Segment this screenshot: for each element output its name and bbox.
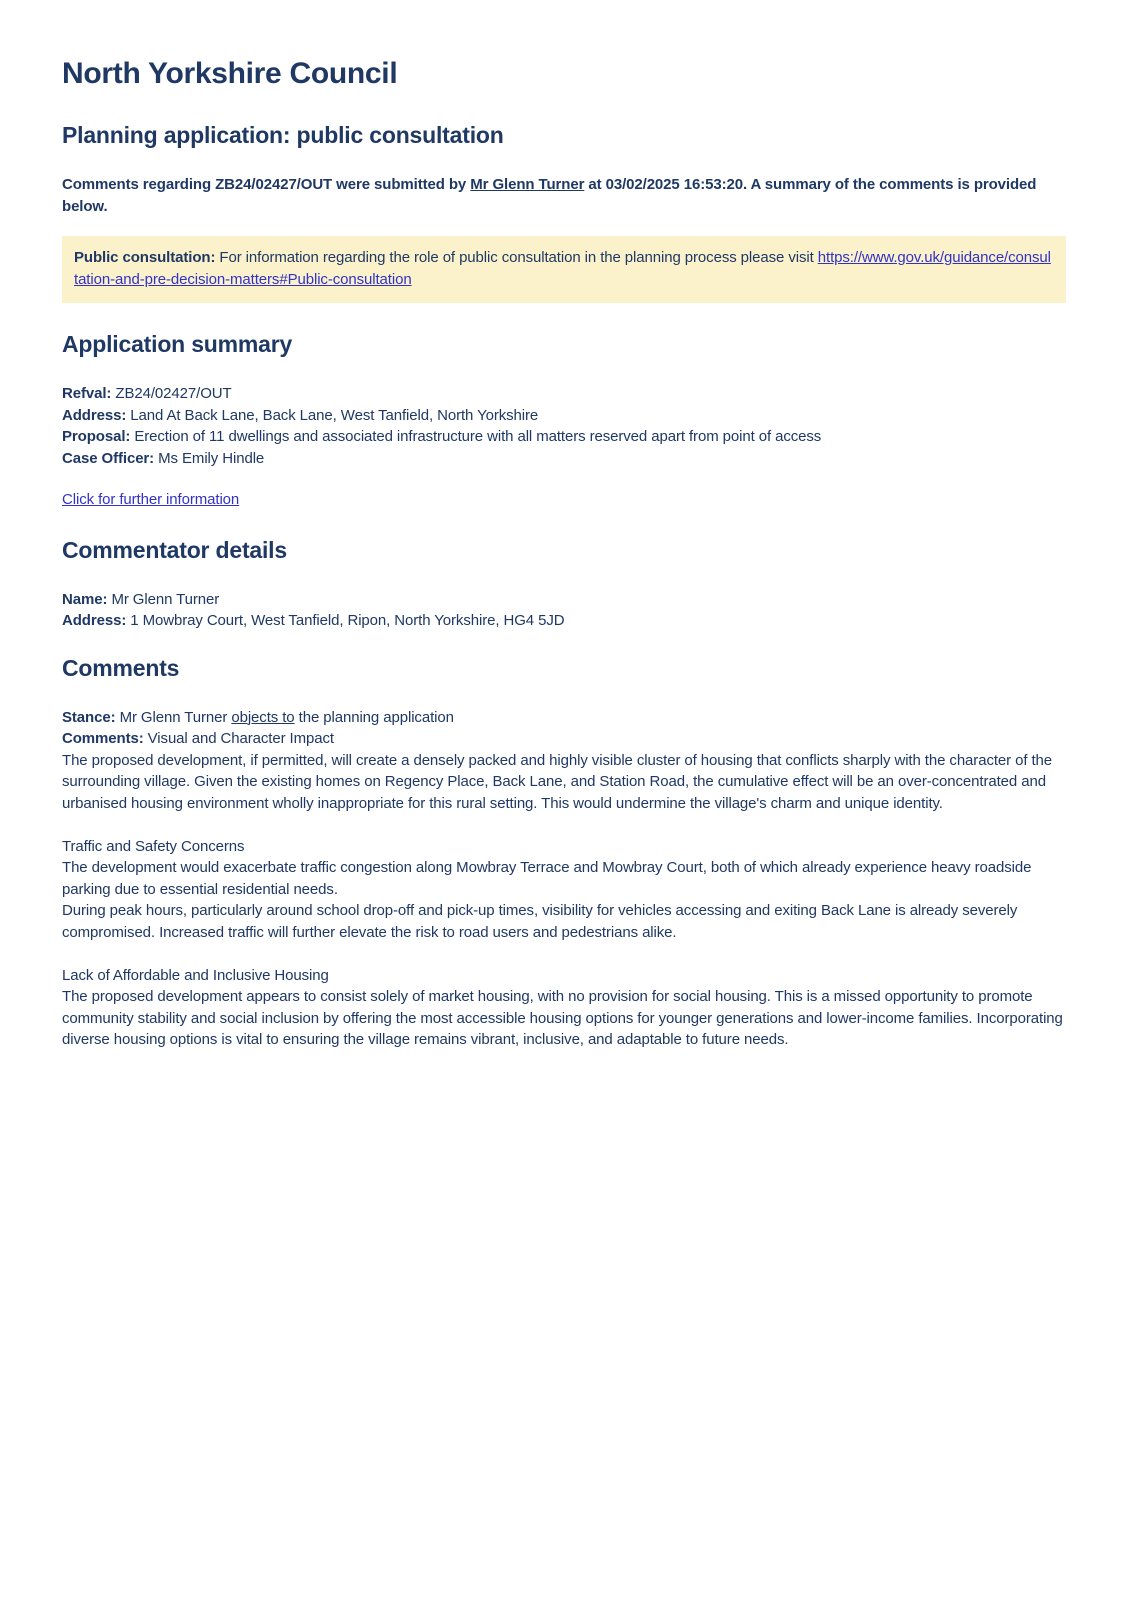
page-subtitle: Planning application: public consultation	[62, 122, 504, 148]
public-consultation-notice	[62, 236, 1066, 303]
field-name-value: Mr Glenn Turner	[111, 590, 220, 608]
stance-text-after: the planning application	[294, 708, 454, 726]
comment-block-title: Lack of Affordable and Inclusive Housing	[62, 966, 329, 984]
comment-paragraph: The proposed development appears to consist solely of market housing, with no provision for social housing. This is a missed opportunity to promote community stability and social inclusion by offering the most accessible housing options for younger generations and lower-income families. Incorporating diverse housing options is vital to ensuring the village remains vibrant, inclusive, and adaptable to future needs.	[62, 988, 1063, 1048]
field-proposal-value: Erection of 11 dwellings and associated infrastructure with all matters reserved apart from point of access	[134, 428, 822, 445]
gov-uk-consultation-link[interactable]: https://www.gov.uk/guidance/consultation-and-pre-decision-matters#Public-consultation	[74, 249, 1051, 288]
commentator-name-link[interactable]: Mr Glenn Turner	[470, 176, 585, 193]
stance-text-before: Mr Glenn Turner	[115, 708, 232, 726]
further-information-link[interactable]: Click for further information	[62, 491, 240, 508]
field-proposal-label: Proposal:	[62, 428, 131, 445]
field-address-value: Land At Back Lane, Back Lane, West Tanfield, North Yorkshire	[130, 406, 539, 424]
comment-paragraph: The proposed development, if permitted, will create a densely packed and highly visible cluster of housing that conflicts sharply with the character of the surrounding village. Given the existing homes on Regency Place, Back Lane, and Station Road, the cumulative effect will be an over-concentrated and urbanised housing environment wholly inappropriate for this rural setting. This would undermine the village's charm and unique identity.	[62, 751, 1053, 812]
submission-summary	[62, 174, 1066, 217]
intro-text-after: at 03/02/2025 16:53:20. A summary of the comments is provided below.	[62, 176, 1037, 215]
field-case-officer	[62, 448, 1066, 470]
stance-objection-text: objects to	[231, 708, 295, 726]
field-commentator-address-value: 1 Mowbray Court, West Tanfield, Ripon, North Yorkshire, HG4 5JD	[130, 612, 565, 629]
field-case-officer-value: Ms Emily Hindle	[158, 449, 265, 467]
comment-block-title: Traffic and Safety Concerns	[62, 837, 245, 855]
comments-label: Comments:	[62, 730, 144, 747]
comments-intro-text: Visual and Character Impact	[143, 730, 334, 747]
field-commentator-address-label: Address:	[62, 612, 127, 629]
further-information-line	[62, 489, 1066, 511]
commentator-details-heading: Commentator details	[62, 536, 287, 563]
comment-block-visual-impact	[62, 750, 1066, 815]
commentator-details-fields	[62, 589, 1066, 632]
field-refval-label: Refval:	[62, 385, 112, 402]
comments-body	[62, 707, 1066, 1051]
page-title: North Yorkshire Council	[62, 57, 398, 90]
field-refval	[62, 383, 1066, 405]
notice-text: For information regarding the role of public consultation in the planning process please visit	[215, 249, 818, 266]
comment-block-traffic-safety	[62, 836, 1066, 944]
field-commentator-address	[62, 610, 1066, 632]
comment-paragraph: The development would exacerbate traffic congestion along Mowbray Terrace and Mowbray Court, both of which already experience heavy roadside parking due to essential residential needs.	[62, 859, 1032, 898]
field-case-officer-label: Case Officer:	[62, 449, 155, 467]
field-refval-value: ZB24/02427/OUT	[115, 385, 232, 402]
application-summary-fields	[62, 383, 1066, 469]
comment-block-affordable-housing	[62, 965, 1066, 1051]
comment-paragraph: During peak hours, particularly around school drop-off and pick-up times, visibility for vehicles accessing and exiting Back Lane is already severely compromised. Increased traffic will further elevate the risk to road users and pedestrians alike.	[62, 902, 1018, 941]
field-address-label: Address:	[62, 406, 127, 424]
comments-heading: Comments	[62, 654, 180, 681]
field-name	[62, 589, 1066, 611]
field-name-label: Name:	[62, 590, 108, 608]
stance-line	[62, 707, 1066, 729]
field-proposal	[62, 426, 1066, 448]
field-address	[62, 405, 1066, 427]
comments-intro-line	[62, 728, 1066, 750]
intro-text-before: Comments regarding ZB24/02427/OUT were submitted by	[62, 176, 471, 193]
stance-label: Stance:	[62, 708, 116, 726]
notice-label: Public consultation:	[74, 249, 216, 266]
application-summary-heading: Application summary	[62, 331, 293, 357]
